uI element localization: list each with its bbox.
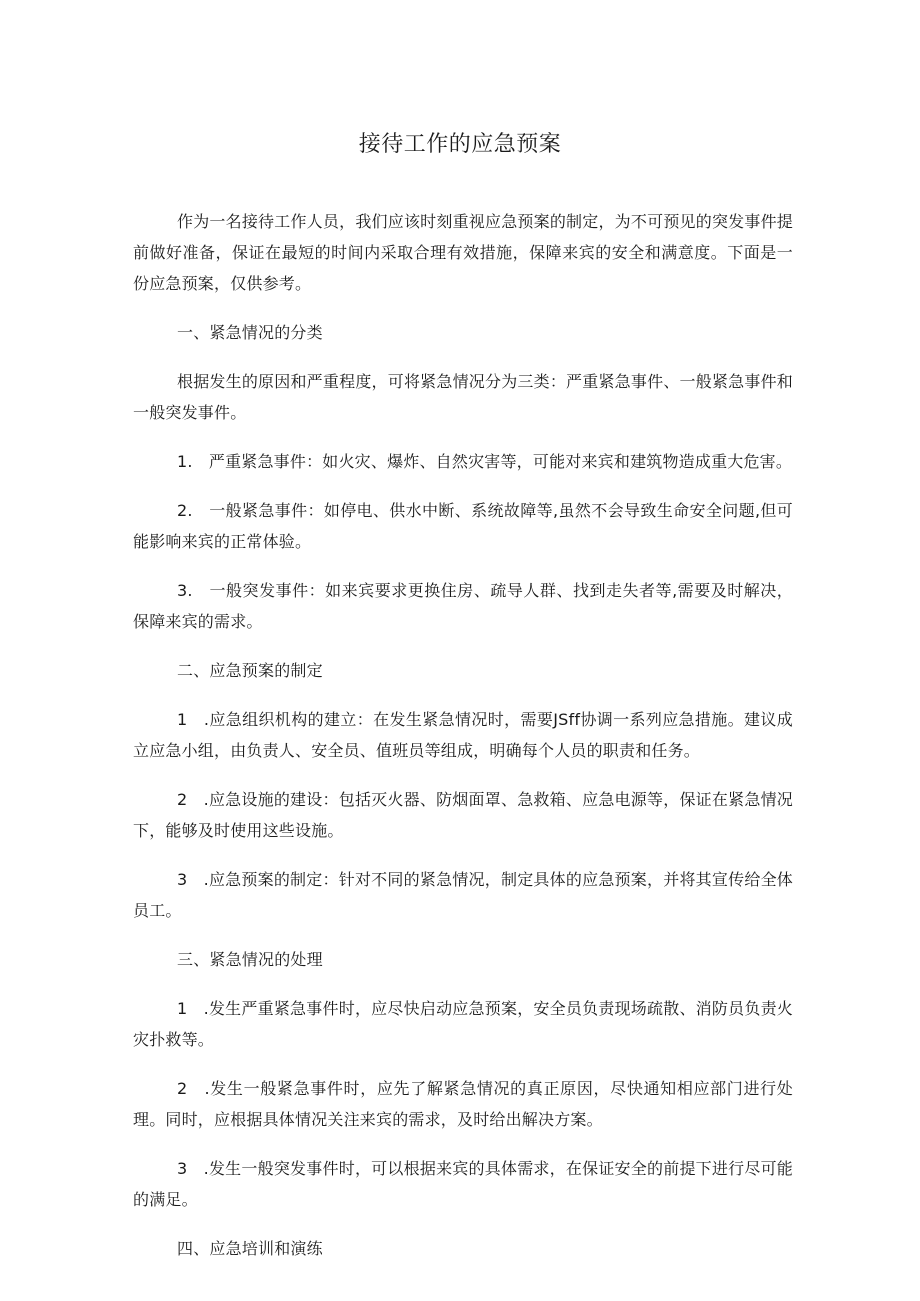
section-heading-training: 四、应急培训和演练 xyxy=(177,1239,323,1258)
classification-item-2: 2. 一般紧急事件：如停电、供水中断、系统故障等,虽然不会导致生命安全问题,但可能影响来宾的正常体验。 xyxy=(133,501,793,551)
classification-summary: 根据发生的原因和严重程度，可将紧急情况分为三类：严重紧急事件、一般紧急事件和一般突发事件。 xyxy=(133,372,793,422)
classification-item-3: 3. 一般突发事件：如来宾要求更换住房、疏导人群、找到走失者等,需要及时解决，保障来宾的需求。 xyxy=(133,581,793,631)
document-title: 接待工作的应急预案 xyxy=(358,132,562,157)
section-heading-handling: 三、紧急情况的处理 xyxy=(177,950,323,969)
handling-item-3: 3 .发生一般突发事件时，可以根据来宾的具体需求，在保证安全的前提下进行尽可能的满足。 xyxy=(133,1159,793,1209)
handling-item-1: 1 .发生严重紧急事件时，应尽快启动应急预案，安全员负责现场疏散、消防员负责火灾扑救等。 xyxy=(133,999,793,1049)
plan-item-3: 3 .应急预案的制定：针对不同的紧急情况，制定具体的应急预案，并将其宣传给全体员工。 xyxy=(133,870,793,920)
classification-item-1: 1. 严重紧急事件：如火灾、爆炸、自然灾害等，可能对来宾和建筑物造成重大危害。 xyxy=(177,452,793,471)
document-body xyxy=(133,206,793,1282)
plan-item-2: 2 .应急设施的建设：包括灭火器、防烟面罩、急救箱、应急电源等，保证在紧急情况下，能够及时使用这些设施。 xyxy=(133,790,793,840)
section-heading-classification: 一、紧急情况的分类 xyxy=(177,323,323,342)
plan-item-1: 1 .应急组织机构的建立：在发生紧急情况时，需要JSff协调一系列应急措施。建议成立应急小组，由负责人、安全员、值班员等组成，明确每个人员的职责和任务。 xyxy=(133,710,793,760)
intro-paragraph: 作为一名接待工作人员，我们应该时刻重视应急预案的制定，为不可预见的突发事件提前做好准备，保证在最短的时间内采取合理有效措施，保障来宾的安全和满意度。下面是一份应急预案，仅供参考。 xyxy=(133,212,793,293)
section-heading-plan: 二、应急预案的制定 xyxy=(177,661,323,680)
handling-item-2: 2 .发生一般紧急事件时，应先了解紧急情况的真正原因，尽快通知相应部门进行处理。同时，应根据具体情况关注来宾的需求，及时给出解决方案。 xyxy=(133,1079,793,1129)
